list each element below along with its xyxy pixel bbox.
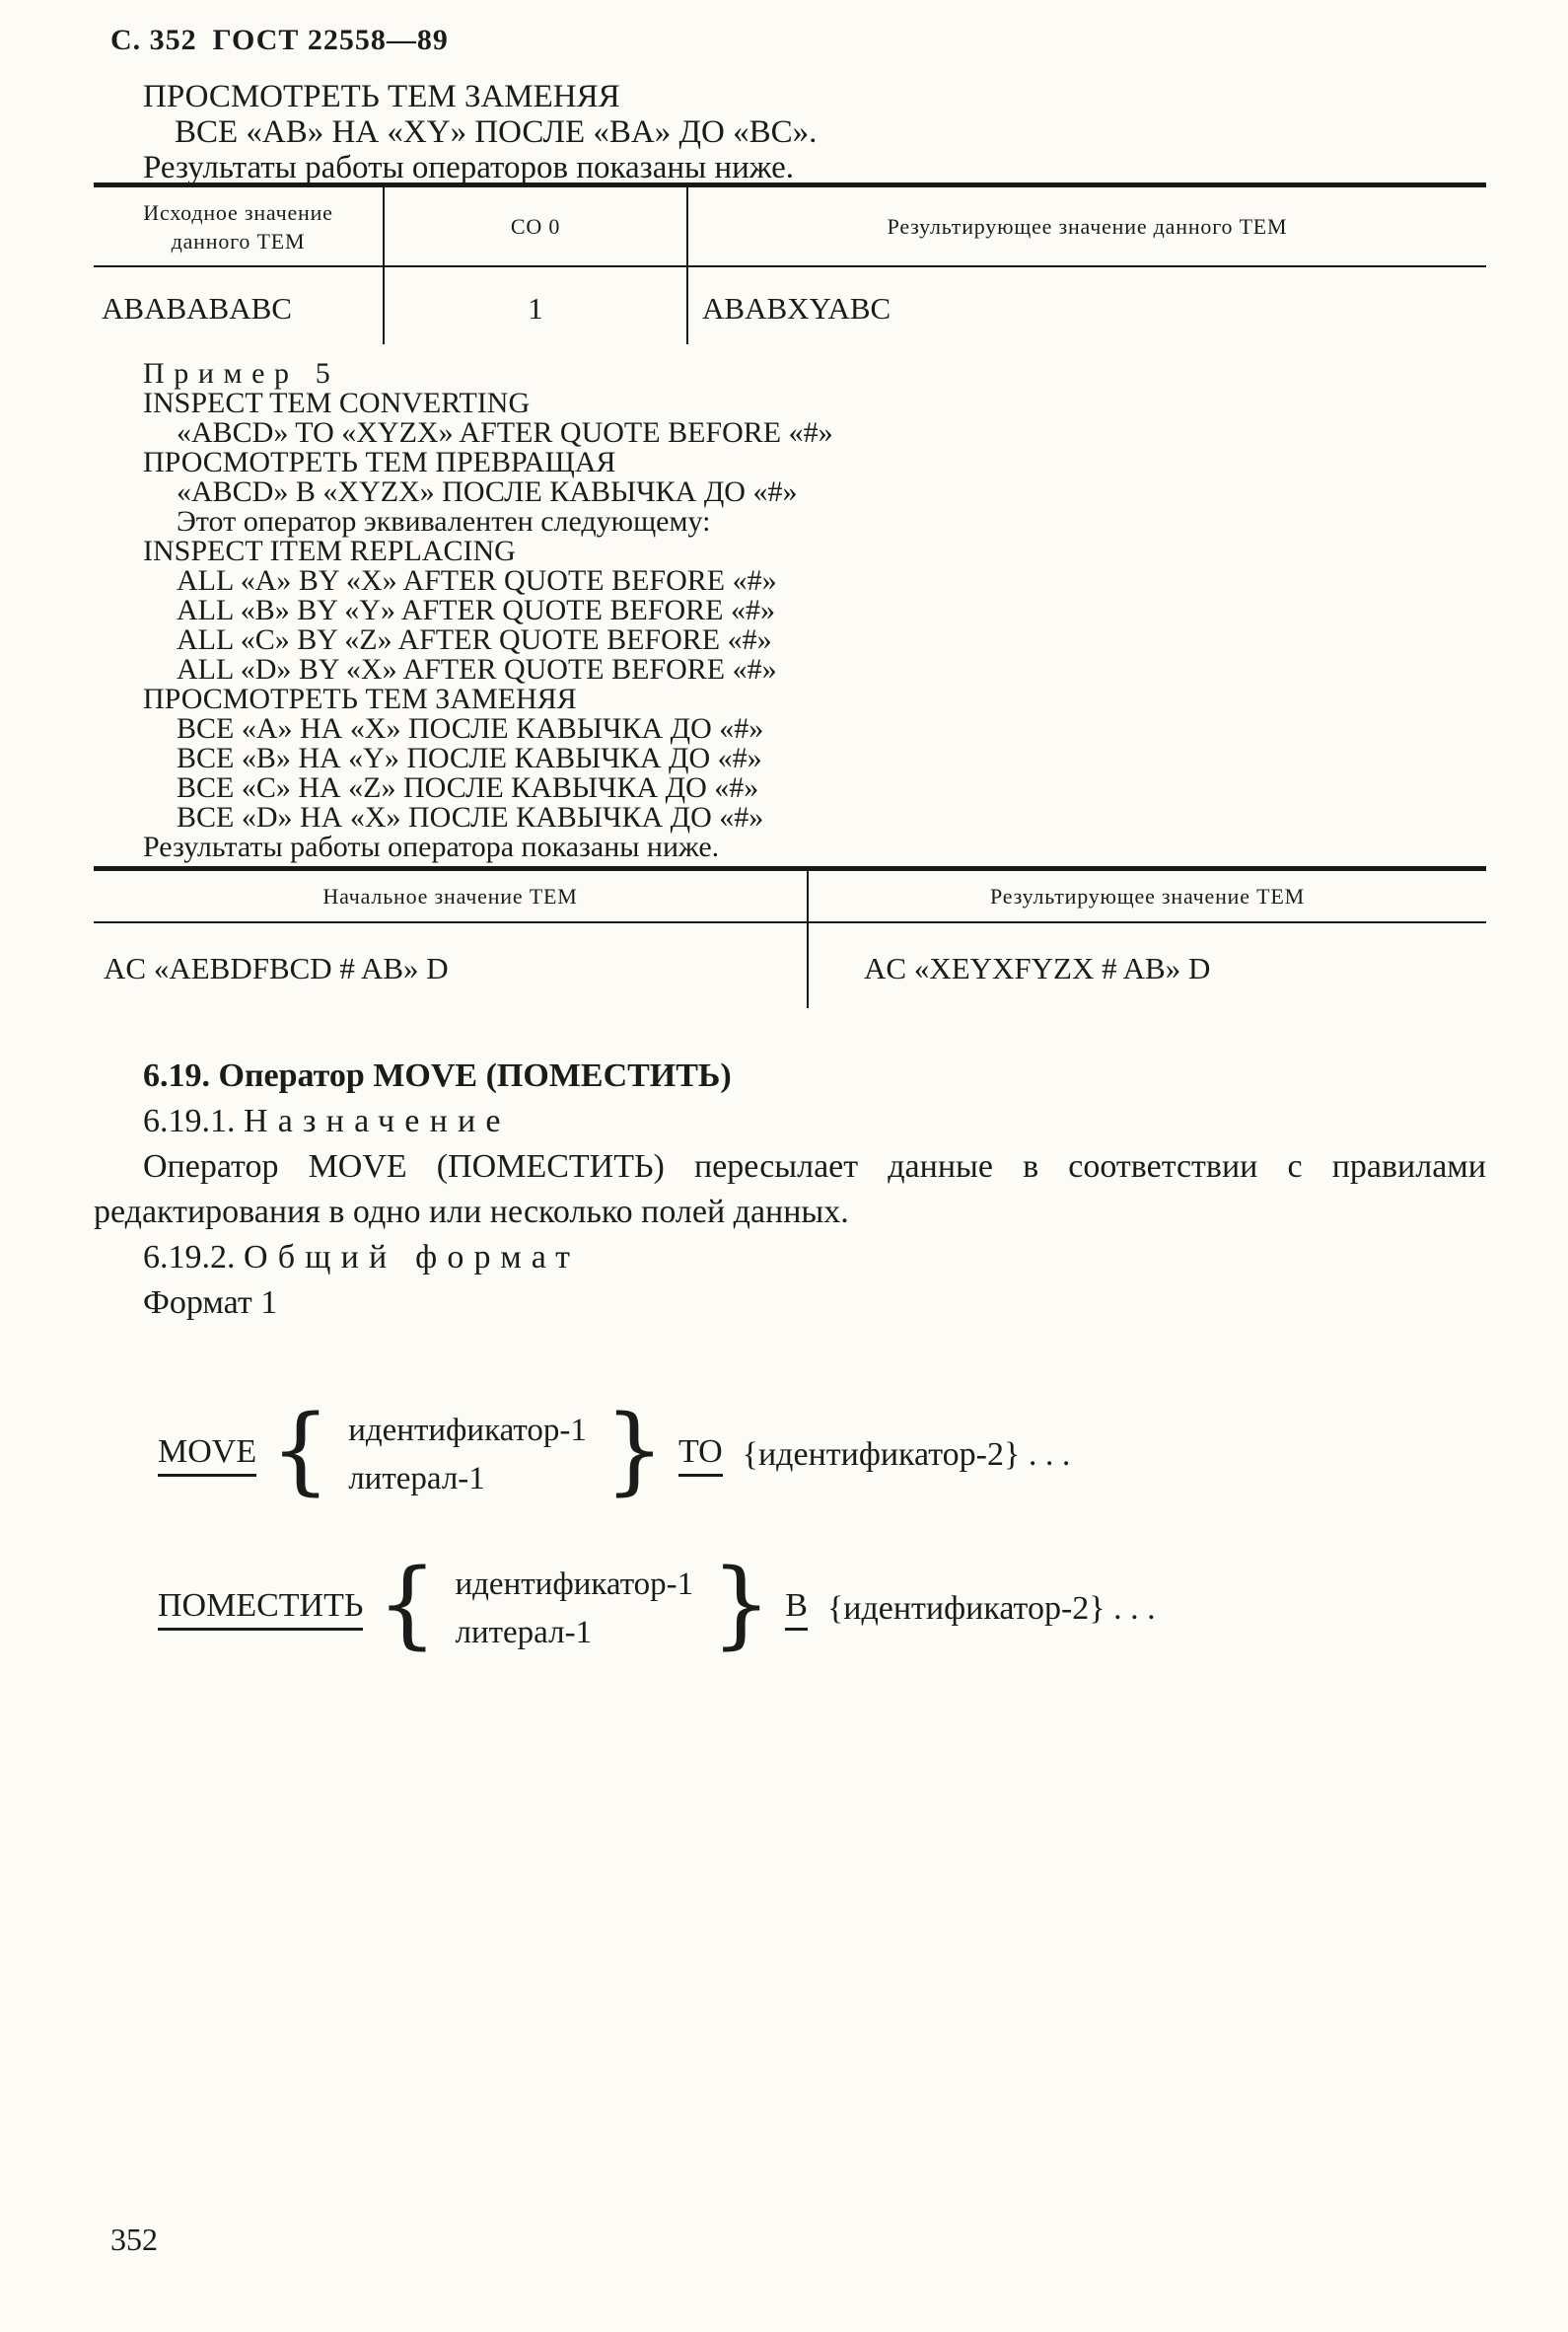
code-line: ALL «A» BY «X» AFTER QUOTE BEFORE «#» xyxy=(177,564,777,597)
keyword-to: TO xyxy=(678,1433,723,1477)
subsection-heading-purpose xyxy=(94,1099,1486,1144)
code-line: INSPECT TEM CONVERTING xyxy=(143,387,531,419)
example-title: Пример 5 xyxy=(143,357,340,390)
intro-line: ВСЕ «AB» НА «XY» ПОСЛЕ «BA» ДО «BC». xyxy=(175,114,818,150)
subsection-title: Общий формат xyxy=(244,1239,581,1275)
format-options xyxy=(451,1567,697,1651)
subsection-title: Назначение xyxy=(244,1103,511,1139)
keyword-pomestit: ПОМЕСТИТЬ xyxy=(158,1587,363,1631)
result-table-example5 xyxy=(94,866,1486,1008)
column-header-result-value: Результирующее значение данного ТЕМ xyxy=(887,214,1288,240)
format-options xyxy=(344,1413,591,1497)
code-line: ВСЕ «D» НА «X» ПОСЛЕ КАВЫЧКА ДО «#» xyxy=(177,801,764,834)
code-line: ПРОСМОТРЕТЬ ТЕМ ПРЕВРАЩАЯ xyxy=(143,446,616,478)
footer-page-number: 352 xyxy=(110,2222,158,2257)
code-line: Этот оператор эквивалентен следующему: xyxy=(177,505,711,538)
left-brace: { xyxy=(270,1395,331,1506)
code-line: «ABCD» TO «XYZX» AFTER QUOTE BEFORE «#» xyxy=(177,416,833,449)
format-label: Формат 1 xyxy=(143,1284,278,1321)
pomestit-format-diagram xyxy=(158,1549,1156,1660)
table-row xyxy=(94,923,1486,1008)
table-row xyxy=(94,267,1486,344)
code-line: ВСЕ «C» НА «Z» ПОСЛЕ КАВЫЧКА ДО «#» xyxy=(177,771,759,804)
code-line: ALL «C» BY «Z» AFTER QUOTE BEFORE «#» xyxy=(177,623,772,656)
format-option: идентификатор-1 xyxy=(455,1567,694,1602)
table-cell-result-value: AC «XEYXFYZX # AB» D xyxy=(864,950,1211,985)
format-option: литерал-1 xyxy=(455,1615,593,1650)
column-header-counter: СО 0 xyxy=(385,187,688,265)
format-tail: {идентификатор-2} . . . xyxy=(742,1436,1071,1473)
format-option: идентификатор-1 xyxy=(348,1413,587,1448)
format-option: литерал-1 xyxy=(348,1461,485,1496)
column-header-initial-value: Начальное значение ТЕМ xyxy=(94,871,809,921)
code-line: Результаты работы оператора показаны ниже. xyxy=(143,831,720,863)
keyword-move: MOVE xyxy=(158,1433,256,1477)
page-header-number: С. 352 xyxy=(110,24,197,56)
code-line: ВСЕ «B» НА «Y» ПОСЛЕ КАВЫЧКА ДО «#» xyxy=(177,742,762,774)
table-cell-initial-value: AC «AEBDFBCD # AB» D xyxy=(94,923,809,1008)
code-line: ALL «D» BY «X» AFTER QUOTE BEFORE «#» xyxy=(177,653,777,686)
column-header-initial-value: Исходное значение данного ТЕМ xyxy=(94,187,385,265)
code-line: INSPECT ITEM REPLACING xyxy=(143,535,516,567)
left-brace: { xyxy=(377,1549,438,1660)
table-header-row xyxy=(94,871,1486,923)
code-line: «ABCD» В «XYZX» ПОСЛЕ КАВЫЧКА ДО «#» xyxy=(177,475,798,508)
intro-line: ПРОСМОТРЕТЬ ТЕМ ЗАМЕНЯЯ xyxy=(143,79,620,114)
code-line: ALL «B» BY «Y» AFTER QUOTE BEFORE «#» xyxy=(177,594,775,626)
result-table-operators xyxy=(94,182,1486,344)
right-brace: } xyxy=(604,1395,665,1506)
right-brace: } xyxy=(711,1549,772,1660)
subsection-heading-format xyxy=(94,1235,1486,1280)
move-format-diagram xyxy=(158,1395,1071,1506)
body-paragraph: Оператор MOVE (ПОМЕСТИТЬ) пересылает данные в соответствии с правилами редактирования в одно или несколько полей данных. xyxy=(94,1148,1486,1230)
section-heading: 6.19. Оператор MOVE (ПОМЕСТИТЬ) xyxy=(143,1057,732,1094)
table-cell-counter: 1 xyxy=(385,267,688,344)
format-tail: {идентификатор-2} . . . xyxy=(826,1590,1156,1627)
subsection-number: 6.19.1. xyxy=(143,1103,236,1139)
doc-number: ГОСТ 22558—89 xyxy=(212,24,449,56)
table-cell-result-value: ABABXYABC xyxy=(702,291,891,327)
table-header-row xyxy=(94,187,1486,267)
table-cell-initial-value: ABABABABC xyxy=(94,267,385,344)
code-line: ПРОСМОТРЕТЬ ТЕМ ЗАМЕНЯЯ xyxy=(143,683,577,715)
section-6-19 xyxy=(94,1054,1486,1326)
intro-block xyxy=(143,79,817,185)
code-line: ВСЕ «A» НА «X» ПОСЛЕ КАВЫЧКА ДО «#» xyxy=(177,712,764,745)
subsection-number: 6.19.2. xyxy=(143,1239,236,1275)
page-header xyxy=(110,24,449,57)
example-5-block xyxy=(143,359,833,862)
column-header-result-value: Результирующее значение ТЕМ xyxy=(990,884,1305,909)
keyword-v: В xyxy=(785,1587,808,1631)
intro-line: Результаты работы операторов показаны ниже. xyxy=(143,150,795,185)
